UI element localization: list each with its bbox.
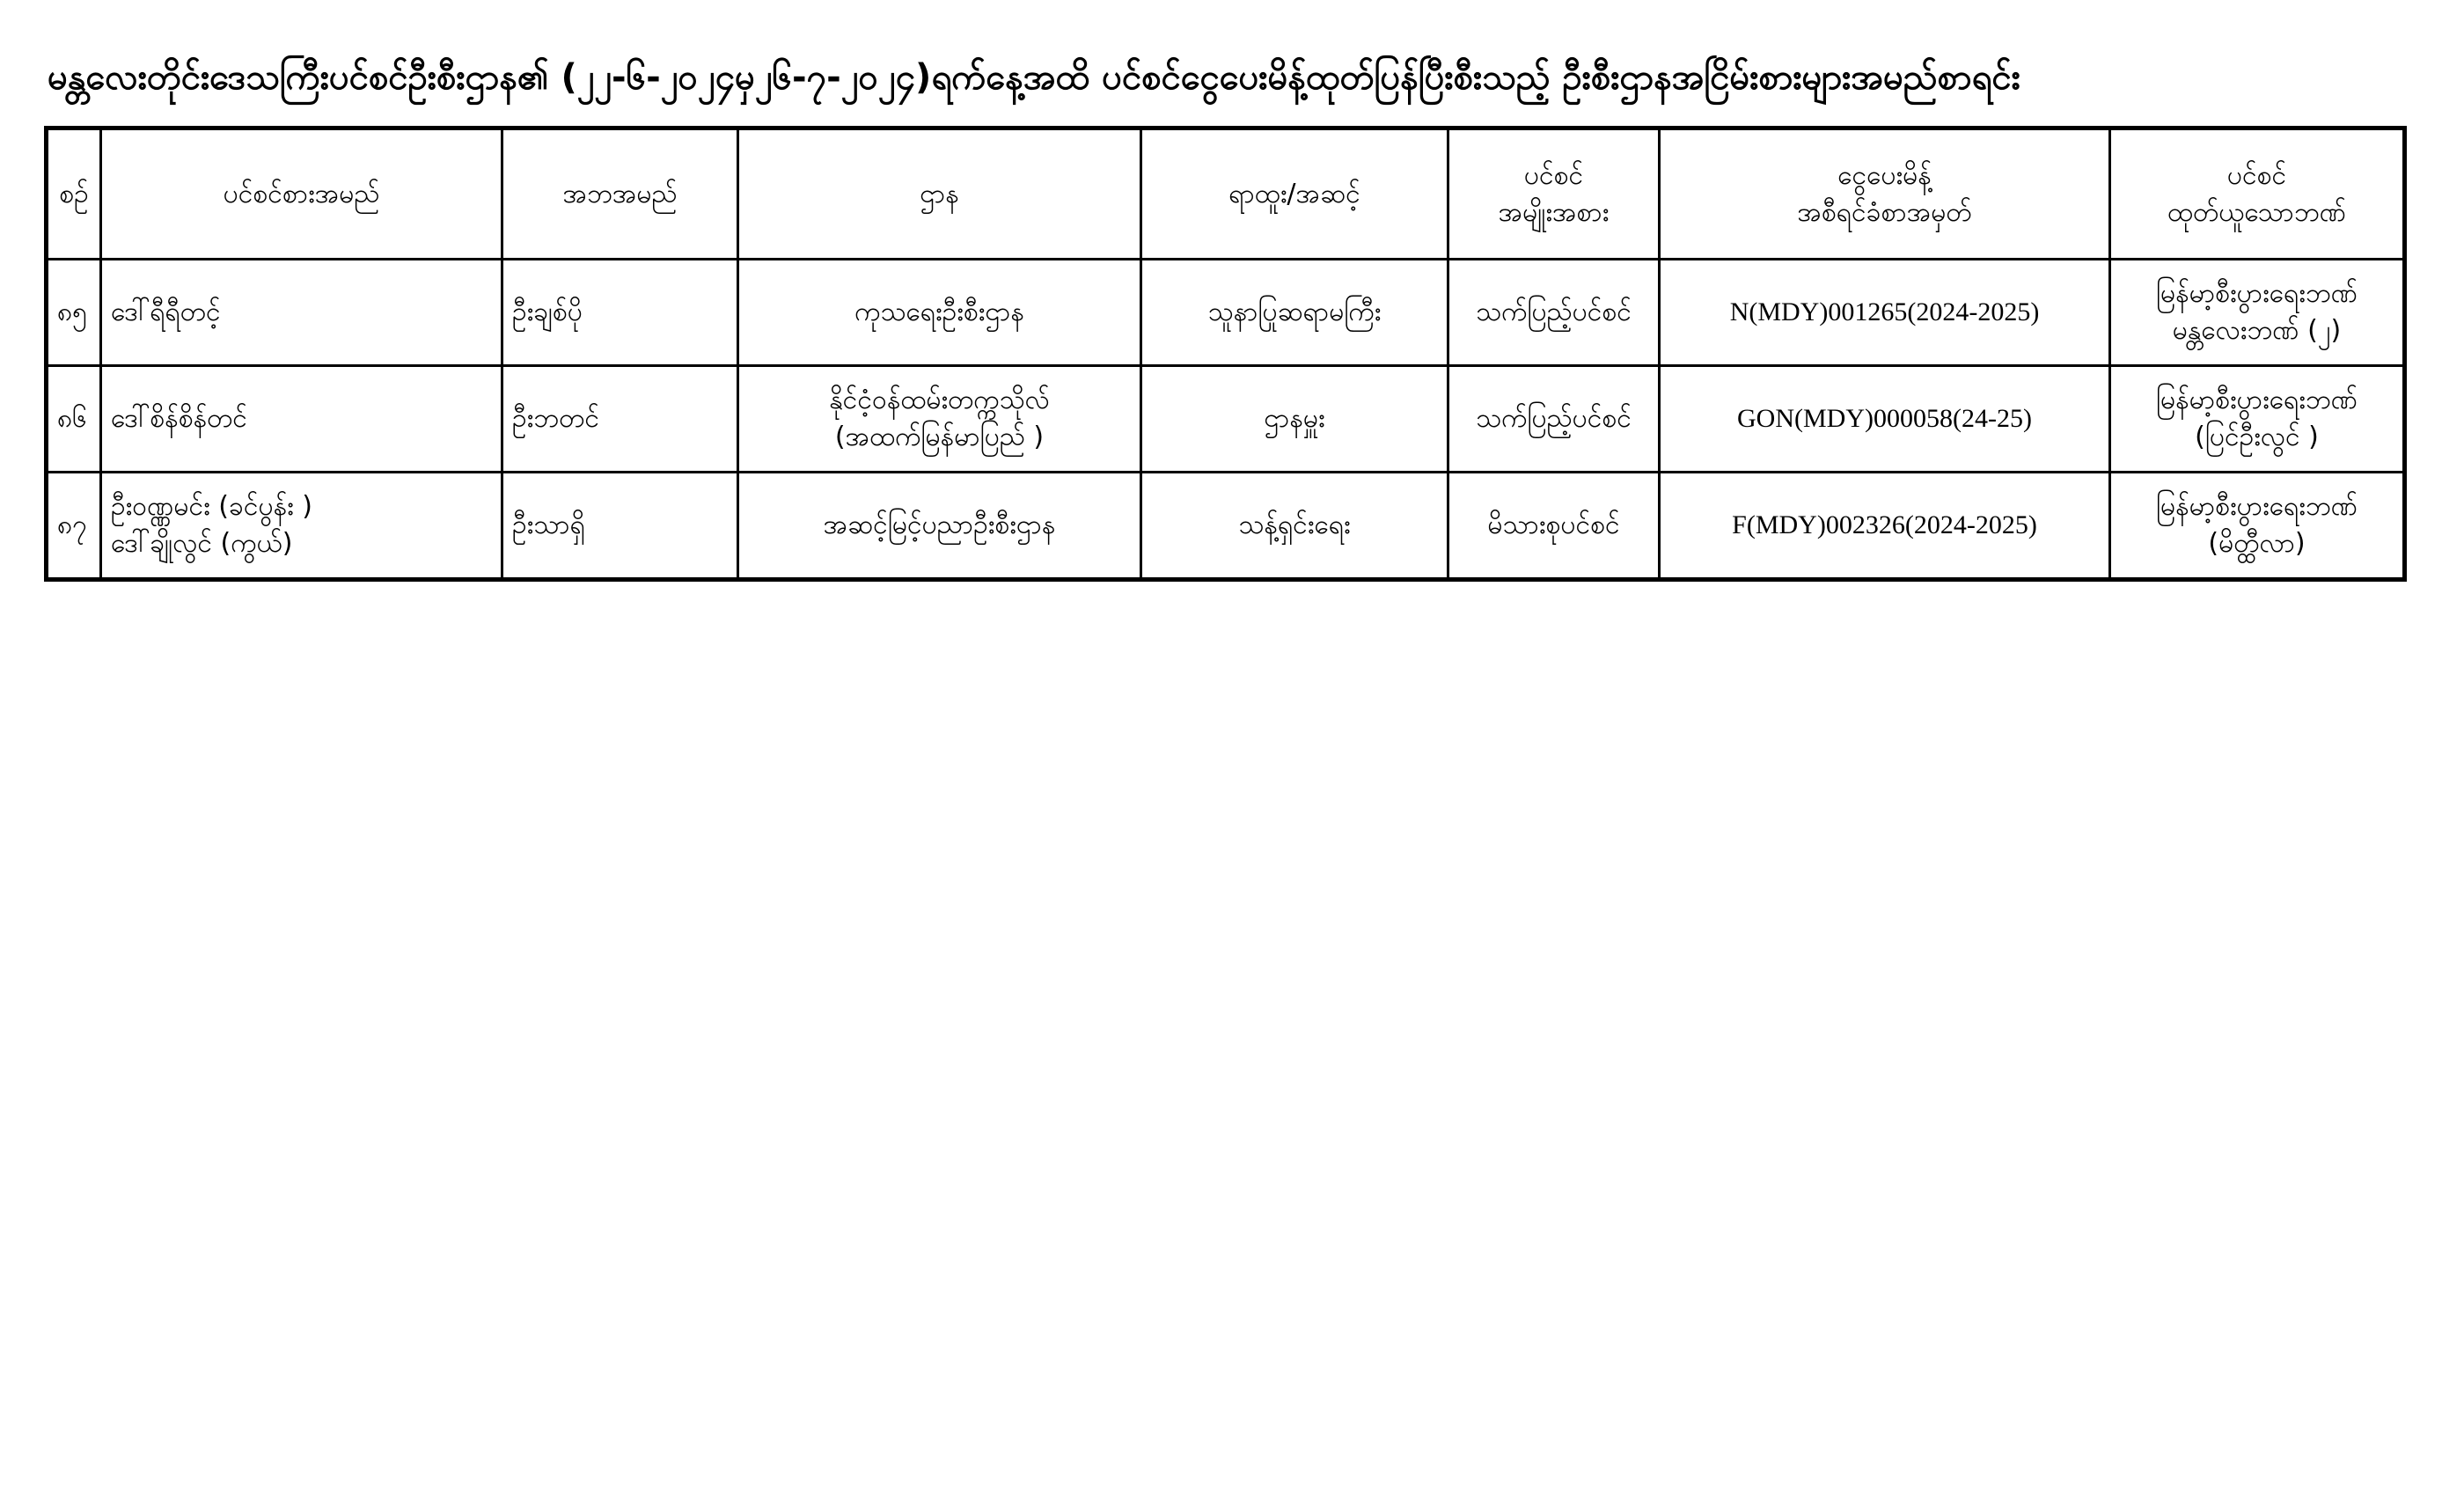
table-header-row xyxy=(47,128,2405,260)
header-pensioner-name: ပင်စင်စားအမည် xyxy=(101,128,502,260)
cell-rank: သန့်ရှင်းရေး xyxy=(1141,473,1448,580)
cell-department-line1: နိုင်ငံ့ဝန်ထမ်းတက္ကသိုလ် xyxy=(829,385,1050,415)
cell-father-name: ဦးသာရှိ xyxy=(502,473,738,580)
cell-pensioner-name xyxy=(101,366,502,473)
cell-rank: သူနာပြုဆရာမကြီး xyxy=(1141,260,1448,366)
cell-order-no: GON(MDY)000058(24-25) xyxy=(1660,366,2110,473)
table-row xyxy=(47,366,2405,473)
cell-department xyxy=(738,366,1141,473)
header-department: ဌာန xyxy=(738,128,1141,260)
cell-pension-type: သက်ပြည့်ပင်စင် xyxy=(1448,366,1660,473)
header-order-no-line2: အစီရင်ခံစာအမှတ် xyxy=(1797,196,1972,228)
cell-father-name: ဦးချစ်ပို xyxy=(502,260,738,366)
cell-bank-line2: မန္တလေးဘဏ် (၂) xyxy=(2172,315,2342,346)
cell-bank-line1: မြန်မာ့စီးပွားရေးဘဏ် xyxy=(2156,278,2358,309)
header-father-name: အဘအမည် xyxy=(502,128,738,260)
cell-pensioner-name xyxy=(101,260,502,366)
header-pension-type-line1: ပင်စင် xyxy=(1523,159,1584,191)
cell-no: ၈၆ xyxy=(47,366,101,473)
header-bank-line2: ထုတ်ယူသောဘဏ် xyxy=(2167,196,2346,228)
header-rank: ရာထူး/အဆင့် xyxy=(1141,128,1448,260)
cell-pension-type: သက်ပြည့်ပင်စင် xyxy=(1448,260,1660,366)
header-order-no-line1: ငွေပေးမိန့် xyxy=(1837,159,1932,191)
header-pension-type xyxy=(1448,128,1660,260)
cell-bank xyxy=(2110,260,2405,366)
cell-bank-line1: မြန်မာ့စီးပွားရေးဘဏ် xyxy=(2156,491,2358,522)
header-order-no xyxy=(1660,128,2110,260)
header-bank-line1: ပင်စင် xyxy=(2226,159,2287,191)
cell-pensioner-name-line1: ဒေါ်ရီရီတင့် xyxy=(111,297,221,327)
cell-rank: ဌာနမှူး xyxy=(1141,366,1448,473)
header-pension-type-line2: အမျိုးအစား xyxy=(1498,196,1610,228)
table-row xyxy=(47,473,2405,580)
cell-bank-line1: မြန်မာ့စီးပွားရေးဘဏ် xyxy=(2156,385,2358,415)
cell-bank xyxy=(2110,473,2405,580)
table-row xyxy=(47,260,2405,366)
cell-bank-line2: (မိတ္ထီလာ) xyxy=(2208,528,2306,559)
cell-pensioner-name-line1: ဒေါ်စိန်စိန်တင် xyxy=(111,403,247,434)
cell-bank xyxy=(2110,366,2405,473)
cell-pensioner-name-line1: ဦးဝဏ္ဏမင်း (ခင်ပွန်း ) xyxy=(111,491,312,522)
cell-no: ၈၅ xyxy=(47,260,101,366)
cell-department xyxy=(738,260,1141,366)
cell-no: ၈၇ xyxy=(47,473,101,580)
cell-order-no: N(MDY)001265(2024-2025) xyxy=(1660,260,2110,366)
cell-department-line2: (အထက်မြန်မာပြည် ) xyxy=(834,422,1045,452)
header-bank xyxy=(2110,128,2405,260)
cell-pensioner-name-line2: ဒေါ်ချိုလွင် (ကွယ်) xyxy=(111,528,293,559)
cell-bank-line2: (ပြင်ဦးလွင် ) xyxy=(2195,422,2319,452)
cell-pensioner-name xyxy=(101,473,502,580)
page-title: မန္တလေးတိုင်းဒေသကြီးပင်စင်ဦးစီးဌာန၏ (၂၂-၆-၂၀၂၄မှ၂၆-၇-၂၀၂၄)ရက်နေ့အထိ ပင်စင်ငွေပေးမိန့်ထုတ်ပြန်ပြီးစီးသည့် ဦးစီးဌာနအငြိမ်းစားများအမည်စာရင်း xyxy=(48,57,2020,98)
cell-pension-type: မိသားစုပင်စင် xyxy=(1448,473,1660,580)
cell-department xyxy=(738,473,1141,580)
cell-department-line1: အဆင့်မြင့်ပညာဦးစီးဌာန xyxy=(823,510,1056,540)
cell-father-name: ဦးဘတင် xyxy=(502,366,738,473)
header-no: စဉ် xyxy=(47,128,101,260)
pensioner-list-table xyxy=(44,126,2407,582)
cell-department-line1: ကုသရေးဦးစီးဌာန xyxy=(854,297,1024,327)
cell-order-no: F(MDY)002326(2024-2025) xyxy=(1660,473,2110,580)
